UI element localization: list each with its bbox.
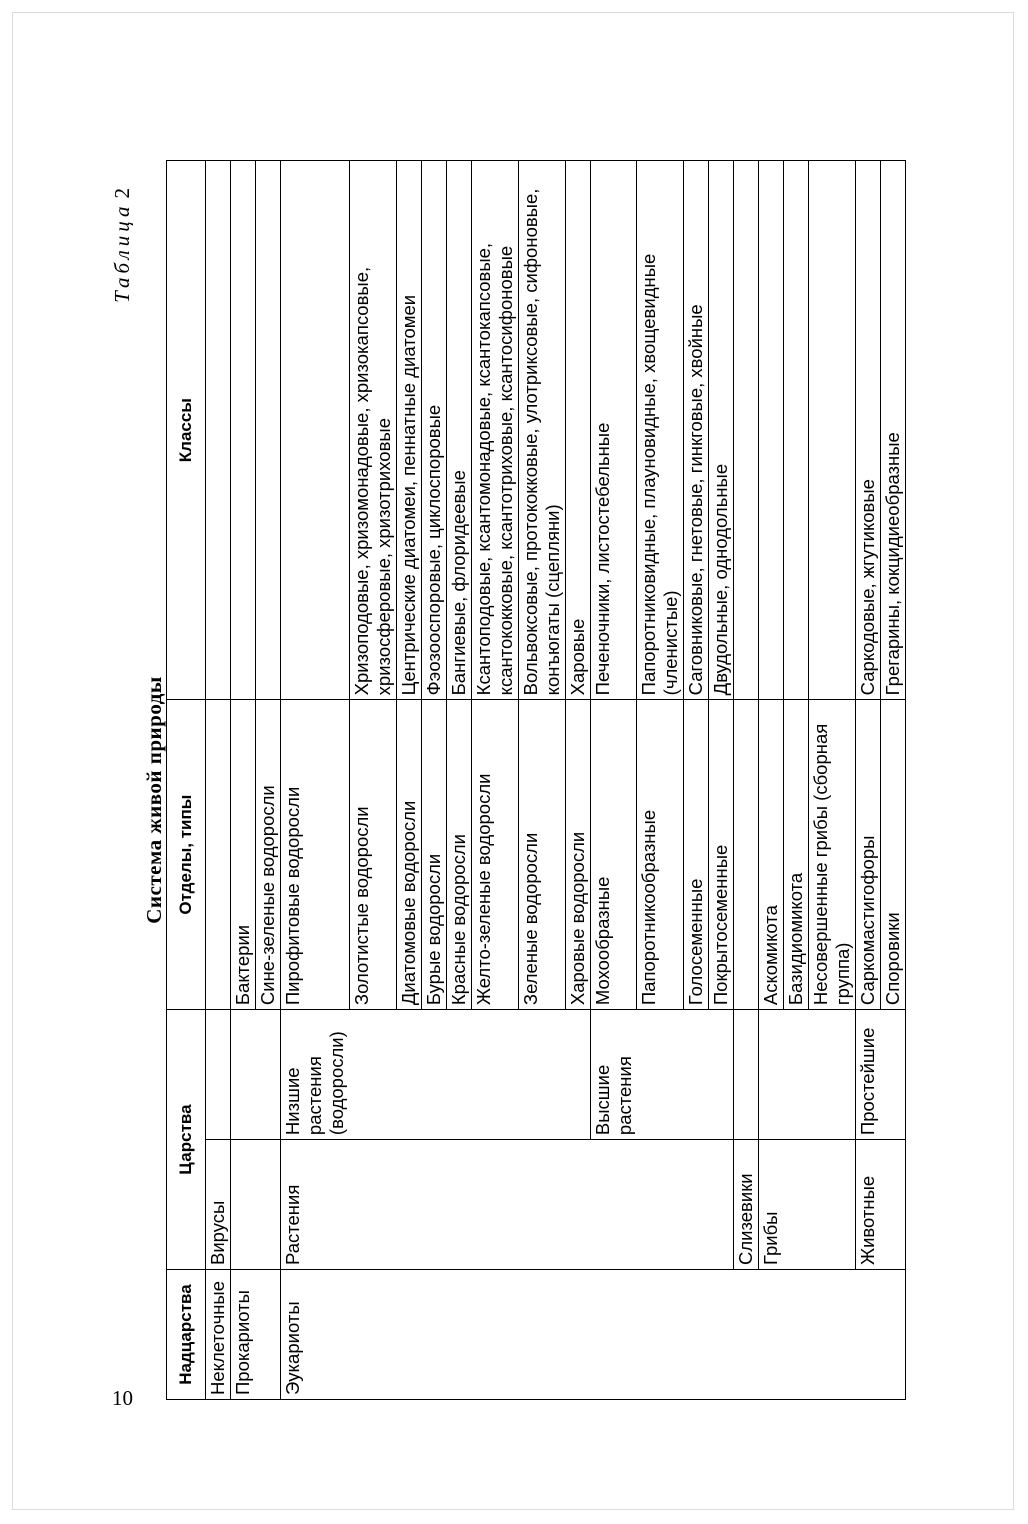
living-nature-table [166, 160, 906, 1400]
cell-viruses: Вирусы [206, 1140, 231, 1270]
table-row [518, 161, 565, 1400]
cell-golden-classes: Хризоподовые, хризомонадовые, хризокапсовые, хризосферовые, хризотриховые [349, 161, 396, 700]
table-row [809, 161, 856, 1400]
table-row [637, 161, 684, 1400]
table-row [446, 161, 471, 1400]
header-divisions: Отделы, типы [167, 700, 206, 1010]
cell-gymnosperms: Голосеменные [684, 700, 709, 1010]
header-classes: Классы [167, 161, 206, 700]
cell-fungi: Грибы [759, 1140, 784, 1270]
cell-pyrrophyta: Пирофитовые водоросли [281, 700, 350, 1010]
table-row [784, 161, 809, 1400]
table-row [471, 161, 518, 1400]
rotated-table-block [100, 160, 940, 1440]
cell-higher-plants: Высшие растения [590, 1010, 637, 1140]
cell-ascomycota: Аскомикота [759, 700, 784, 1010]
table-label [110, 184, 135, 303]
header-superkingdoms: Надцарства [167, 1270, 206, 1400]
table-row [881, 161, 906, 1400]
table-row [856, 161, 881, 1400]
table-row [421, 161, 446, 1400]
table-row [709, 161, 734, 1400]
cell-sarcomastigophora: Саркомастигофоры [856, 700, 881, 1010]
cell-lower-plants: Низшие растения (водоросли) [281, 1010, 350, 1140]
cell-prokaryotes: Прокариоты [231, 1270, 256, 1400]
table-row [590, 161, 637, 1400]
header-row [167, 161, 206, 1400]
cell-bacteria: Бактерии [231, 700, 256, 1010]
cell-diatoms: Диатомовые водоросли [396, 700, 421, 1010]
table-row [349, 161, 396, 1400]
cell-gymnosperm-classes: Саговниковые, гнетовые, гинкговые, хвойные [684, 161, 709, 700]
cell-angiosperm-classes: Двудольные, однодольные [709, 161, 734, 700]
cell-sarcomastigophora-classes: Саркодовые, жгутиковые [856, 161, 881, 700]
table-row [396, 161, 421, 1400]
table-row [565, 161, 590, 1400]
cell-brown-classes: Фэозооспоровые, циклоспоровые [421, 161, 446, 700]
cell-pteridophyte-classes: Папоротниковидные, плауновидные, хвощевидные (членистые) [637, 161, 684, 700]
page-number: 10 [112, 1386, 133, 1410]
table-row [231, 161, 256, 1400]
cell-slime-molds: Слизевики [734, 1140, 759, 1270]
cell-charophytes: Харовые водоросли [565, 700, 590, 1010]
cell-cyanobacteria: Сине-зеленые водоросли [256, 700, 281, 1010]
cell-bryophyte-classes: Печеночники, листостебельные [590, 161, 637, 700]
cell-plants: Растения [281, 1140, 350, 1270]
cell-green-algae: Зеленые водоросли [518, 700, 565, 1010]
cell-yellowgreen-classes: Ксантоподовые, ксантомонадовые, ксантокапсовые, ксантококковые, ксантотриховые, ксантосифоновые [471, 161, 518, 700]
table-caption: Система живой природы [142, 676, 166, 924]
table-row [206, 161, 231, 1400]
table-row [684, 161, 709, 1400]
cell-diatom-classes: Центрические диатомеи, пеннатные диатомеи [396, 161, 421, 700]
cell-green-classes: Вольвоксовые, протококковые, улотриксовые, сифоновые, конъюгаты (сцепляни) [518, 161, 565, 700]
cell-yellowgreen-algae: Желто-зеленые водоросли [471, 700, 518, 1010]
cell-animals: Животные [856, 1140, 881, 1270]
cell-pteridophytes: Папоротникообразные [637, 700, 684, 1010]
cell-basidiomycota: Базидиомикота [784, 700, 809, 1010]
cell-noncellular: Неклеточные [206, 1270, 231, 1400]
cell-bryophytes: Мохообразные [590, 700, 637, 1010]
cell-eukaryotes: Эукариоты [281, 1270, 350, 1400]
header-kingdoms: Царства [167, 1010, 206, 1270]
cell-brown-algae: Бурые водоросли [421, 700, 446, 1010]
cell-sporozoa: Споровики [881, 700, 906, 1010]
table-row [281, 161, 350, 1400]
cell-red-algae: Красные водоросли [446, 700, 471, 1010]
table-label-number: 2 [110, 184, 134, 199]
table-row [256, 161, 281, 1400]
cell-angiosperms: Покрытосеменные [709, 700, 734, 1010]
cell-sporozoa-classes: Грегарины, кокцидиеобразные [881, 161, 906, 700]
cell-red-classes: Бангиевые, флоридеевые [446, 161, 471, 700]
table-label-word: Таблица [110, 202, 134, 303]
cell-protozoa: Простейшие [856, 1010, 881, 1140]
cell-imperfect-fungi: Несовершенные грибы (сборная группа) [809, 700, 856, 1010]
cell-golden-algae: Золотистые водоросли [349, 700, 396, 1010]
table-row [734, 161, 759, 1400]
cell-charophyte-classes: Харовые [565, 161, 590, 700]
table-row [759, 161, 784, 1400]
